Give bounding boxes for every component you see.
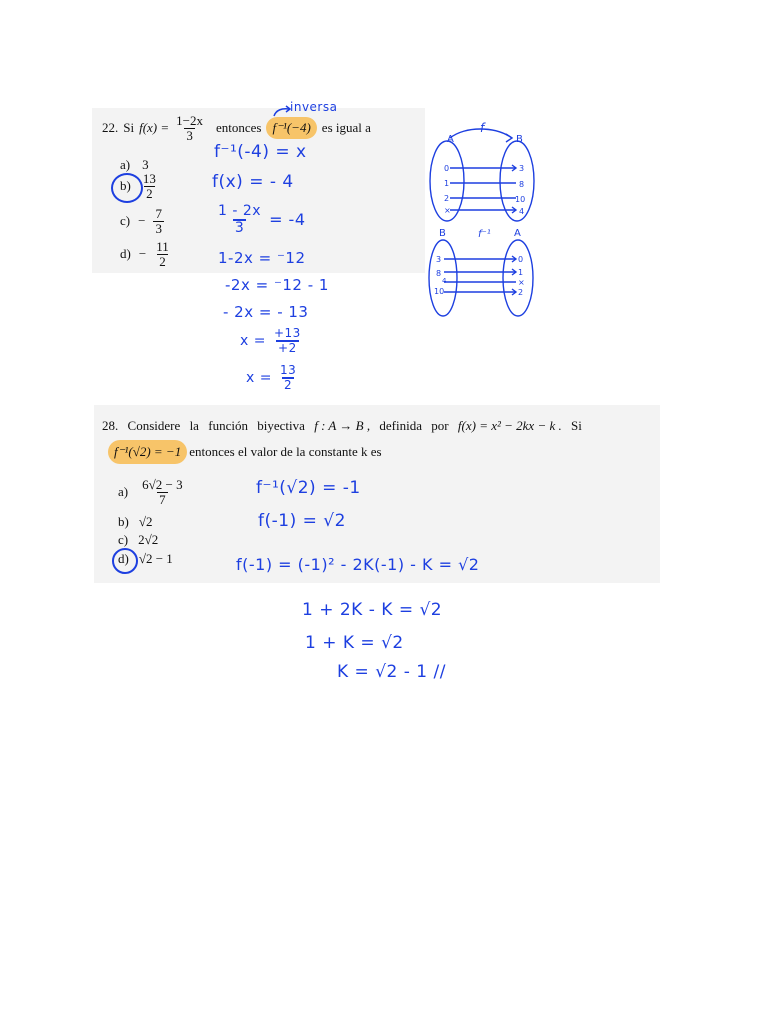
q28-word-considere: Considere xyxy=(127,418,181,433)
q28-work-line-1: f⁻¹(√2) = -1 xyxy=(256,478,361,498)
q22-option-a-label: a) xyxy=(120,157,131,172)
q28-word-la: la xyxy=(189,418,199,433)
diagram-top-left-elem-2: 2 xyxy=(444,194,450,203)
q22-option-c-den: 3 xyxy=(155,220,162,236)
q28-function-definition: f(x) = x² − 2kx − k . xyxy=(457,418,562,433)
q28-work-line-4: 1 + 2K - K = √2 xyxy=(302,600,443,620)
diagram-bottom-left-set: B xyxy=(439,228,446,239)
q28-option-a-den: 7 xyxy=(159,491,166,507)
q22-work-line-7-fraction xyxy=(272,327,303,354)
q28-word-si: Si xyxy=(571,418,582,433)
q22-work-line-7 xyxy=(240,327,303,354)
q28-option-c-label: c) xyxy=(118,532,129,547)
q22-fraction-num: 1−2x xyxy=(176,112,203,128)
q22-option-c-sign: − xyxy=(138,213,146,229)
q22-option-b-fraction xyxy=(141,172,158,200)
diagram-top-left-elem-1: 1 xyxy=(444,179,450,188)
q22-option-d-den: 2 xyxy=(159,253,166,269)
q22-work-line-8-den: 2 xyxy=(284,377,293,392)
q22-work-line-1: f⁻¹(-4) = x xyxy=(214,142,307,162)
q28-option-a[interactable] xyxy=(118,478,185,506)
q22-work-line-7-num: +13 xyxy=(273,326,301,340)
q22-work-line-8-num: 13 xyxy=(279,363,297,377)
q28-statement-line-1 xyxy=(102,418,582,434)
diagram-top-right-elem-1: 8 xyxy=(519,180,525,189)
q22-mapping-diagram xyxy=(420,118,550,318)
q22-option-b-label: b) xyxy=(120,178,131,194)
q22-work-line-7-den: +2 xyxy=(278,340,297,355)
q22-si: Si xyxy=(123,120,135,135)
q28-option-d-label: d) xyxy=(118,551,129,566)
q22-highlight-finv: f⁻¹(−4) xyxy=(266,117,316,139)
diagram-bottom-right-elem-0: 0 xyxy=(518,255,524,264)
q22-entonces: entonces xyxy=(216,120,262,135)
q28-number: 28. xyxy=(102,418,119,433)
q22-work-line-2: f(x) = - 4 xyxy=(212,172,294,192)
q22-fraction xyxy=(174,114,205,142)
q22-work-line-3-rhs: = -4 xyxy=(269,210,306,230)
q22-fraction-den: 3 xyxy=(186,127,193,143)
q22-option-c-fraction xyxy=(153,207,164,235)
q22-option-d[interactable] xyxy=(120,240,171,268)
q22-number: 22. xyxy=(102,120,119,135)
q28-option-c-value: 2√2 xyxy=(138,532,159,547)
q28-highlight-condition: f⁻¹(√2) = −1 xyxy=(108,440,187,464)
q28-word-por: por xyxy=(431,418,449,433)
q22-work-line-8 xyxy=(246,364,298,391)
q22-work-line-8-lhs: x = xyxy=(246,369,272,386)
q28-option-b-value: √2 xyxy=(138,514,153,529)
q22-option-b-num: 13 xyxy=(142,171,156,186)
q28-answer-circle xyxy=(112,548,138,574)
q22-work-line-4: 1-2x = ⁻12 xyxy=(218,249,306,267)
q28-option-b[interactable] xyxy=(118,514,152,530)
diagram-top-left-elem-0: 0 xyxy=(444,164,450,173)
q22-fx: f(x) = xyxy=(139,120,170,135)
q22-option-b-den: 2 xyxy=(146,185,153,201)
diagram-bottom-right-set: A xyxy=(514,228,521,239)
diagram-top-right-elem-2: 10 xyxy=(515,195,526,204)
q22-option-d-fraction xyxy=(154,240,171,268)
q22-answer-circle xyxy=(111,173,143,203)
q22-option-d-num: 11 xyxy=(156,239,169,254)
q28-word-biyectiva: biyectiva xyxy=(257,418,305,433)
q22-work-line-7-lhs: x = xyxy=(240,332,266,349)
q22-statement xyxy=(102,112,371,144)
q28-statement-rest: entonces el valor de la constante k es xyxy=(189,444,382,459)
q22-option-c[interactable] xyxy=(120,207,164,235)
q28-option-b-label: b) xyxy=(118,514,129,529)
q28-word-funcion: función xyxy=(208,418,248,433)
q28-statement-line-2 xyxy=(108,440,382,464)
q22-work-line-5: -2x = ⁻12 - 1 xyxy=(225,276,329,294)
q22-note-arrow xyxy=(272,104,292,118)
q28-function-domain: f : A → B , xyxy=(314,418,371,433)
q22-note-inversa: inversa xyxy=(290,100,338,114)
diagram-bottom-left-elem-2: 4 xyxy=(442,277,447,285)
diagram-bottom-left-elem-1: 8 xyxy=(436,269,442,278)
diagram-top-fn: f xyxy=(480,121,485,135)
diagram-top-right-elem-3: 4 xyxy=(519,207,525,216)
diagram-bottom-left-elem-3: 10 xyxy=(434,287,445,296)
q22-option-c-label: c) xyxy=(120,213,131,229)
diagram-top-right-elem-0: 3 xyxy=(519,164,525,173)
q28-option-a-label: a) xyxy=(118,484,129,500)
diagram-bottom-right-elem-1: 1 xyxy=(518,268,524,277)
q28-option-a-fraction xyxy=(140,478,184,506)
q28-option-d-value: √2 − 1 xyxy=(138,551,173,566)
diagram-bottom-right-elem-3: 2 xyxy=(518,288,524,297)
q22-igual: es igual a xyxy=(321,120,371,135)
q22-option-a-value: 3 xyxy=(142,157,149,172)
q22-work-line-3-fraction xyxy=(216,204,263,235)
q28-work-line-5: 1 + K = √2 xyxy=(305,633,404,653)
q28-work-line-3: f(-1) = (-1)² - 2K(-1) - K = √2 xyxy=(236,555,480,574)
diagram-bottom-fn: f⁻¹ xyxy=(478,229,491,240)
q22-work-line-6: - 2x = - 13 xyxy=(223,303,309,321)
q28-option-c[interactable] xyxy=(118,532,158,548)
q28-work-line-2: f(-1) = √2 xyxy=(258,511,346,531)
diagram-top-left-elem-3: × xyxy=(444,206,451,215)
q22-work-line-3 xyxy=(216,204,306,235)
q22-option-c-num: 7 xyxy=(155,206,162,221)
q28-option-a-num: 6√2 − 3 xyxy=(142,477,183,492)
diagram-top-left-set: A xyxy=(447,134,454,145)
q22-work-line-3-den: 3 xyxy=(234,219,245,236)
q22-option-d-sign: − xyxy=(138,246,147,262)
q22-option-d-label: d) xyxy=(120,246,131,262)
diagram-bottom-right-elem-2: × xyxy=(518,278,525,287)
diagram-bottom-left-elem-0: 3 xyxy=(436,255,442,264)
diagram-top-right-set: B xyxy=(516,134,523,145)
q22-work-line-8-fraction xyxy=(278,364,298,391)
q28-word-definida: definida xyxy=(379,418,422,433)
q22-work-line-3-num: 1 - 2x xyxy=(218,203,262,219)
q28-work-line-6: K = √2 - 1 // xyxy=(337,662,446,682)
